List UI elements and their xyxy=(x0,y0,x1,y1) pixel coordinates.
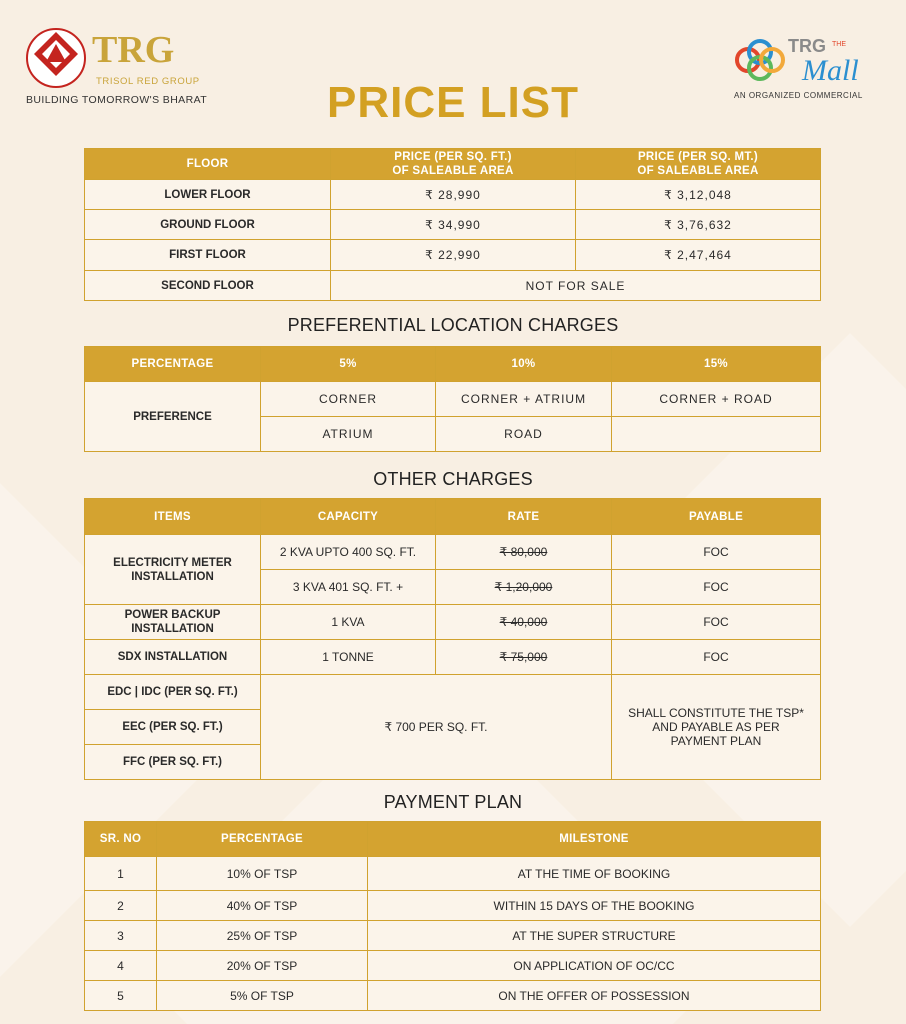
combined-rate: ₹ 700 PER SQ. FT. xyxy=(261,675,612,780)
sr-no: 5 xyxy=(85,981,157,1011)
plc-title: PREFERENTIAL LOCATION CHARGES xyxy=(287,315,619,335)
plc-cell: CORNER + ROAD xyxy=(612,382,821,417)
item-eec: EEC (PER SQ. FT.) xyxy=(85,710,261,745)
svg-text:TRG: TRG xyxy=(788,36,826,56)
header-price-sqmt-line2: OF SALEABLE AREA xyxy=(637,165,759,177)
item-power-backup xyxy=(85,605,261,640)
price-sqmt: ₹ 2,47,464 xyxy=(576,240,821,271)
header-15-percent: 15% xyxy=(612,347,821,382)
item-electricity-line1: ELECTRICITY METER xyxy=(113,556,232,569)
plc-cell xyxy=(612,417,821,452)
header-percentage: PERCENTAGE xyxy=(85,347,261,382)
svg-text:TRG: TRG xyxy=(92,29,175,71)
milestone-cell: AT THE TIME OF BOOKING xyxy=(368,857,821,891)
table-row xyxy=(85,382,821,417)
item-ffc: FFC (PER SQ. FT.) xyxy=(85,745,261,780)
table-row xyxy=(85,981,821,1011)
percentage-cell: 5% OF TSP xyxy=(157,981,368,1011)
header-payable: PAYABLE xyxy=(612,499,821,535)
payment-plan-title: PAYMENT PLAN xyxy=(383,792,523,812)
milestone-cell: ON APPLICATION OF OC/CC xyxy=(368,951,821,981)
milestone-cell: ON THE OFFER OF POSSESSION xyxy=(368,981,821,1011)
percentage-cell: 40% OF TSP xyxy=(157,891,368,921)
combined-payable-line3: PAYMENT PLAN xyxy=(670,734,762,748)
sr-no: 3 xyxy=(85,921,157,951)
price-table xyxy=(84,148,821,301)
capacity-cell: 1 KVA xyxy=(261,605,436,640)
sr-no: 1 xyxy=(85,857,157,891)
capacity-cell: 3 KVA 401 SQ. FT. + xyxy=(261,570,436,605)
header-rate: RATE xyxy=(436,499,612,535)
other-charges-table xyxy=(84,498,821,780)
sr-no: 4 xyxy=(85,951,157,981)
svg-text:THE: THE xyxy=(832,41,846,48)
table-row xyxy=(85,921,821,951)
table-row xyxy=(85,271,821,301)
plc-table xyxy=(84,346,821,452)
preference-label: PREFERENCE xyxy=(85,382,261,452)
capacity-cell: 1 TONNE xyxy=(261,640,436,675)
svg-text:TRISOL RED GROUP: TRISOL RED GROUP xyxy=(96,76,200,87)
table-row xyxy=(85,535,821,570)
not-for-sale-note: NOT FOR SALE xyxy=(331,271,821,301)
item-sdx: SDX INSTALLATION xyxy=(85,640,261,675)
combined-payable xyxy=(612,675,821,780)
header-5-percent: 5% xyxy=(261,347,436,382)
item-power-line1: POWER BACKUP xyxy=(124,609,221,621)
table-row xyxy=(85,210,821,240)
svg-text:Mall: Mall xyxy=(802,54,859,87)
floor-name: GROUND FLOOR xyxy=(85,210,331,240)
item-electricity-line2: INSTALLATION xyxy=(131,570,214,583)
item-electricity xyxy=(85,535,261,605)
header-floor: FLOOR xyxy=(85,149,331,180)
payment-plan-table xyxy=(84,821,821,1011)
payment-plan-header xyxy=(85,822,821,857)
plc-cell: CORNER xyxy=(261,382,436,417)
sr-no: 2 xyxy=(85,891,157,921)
rate-struck: ₹ 75,000 xyxy=(436,640,612,675)
percentage-cell: 25% OF TSP xyxy=(157,921,368,951)
price-sqft: ₹ 22,990 xyxy=(331,240,576,271)
header-price-sqft-line2: OF SALEABLE AREA xyxy=(392,165,514,177)
price-sqft: ₹ 28,990 xyxy=(331,180,576,210)
price-sqmt: ₹ 3,12,048 xyxy=(576,180,821,210)
plc-table-header xyxy=(85,347,821,382)
header-percentage: PERCENTAGE xyxy=(157,822,368,857)
percentage-cell: 10% OF TSP xyxy=(157,857,368,891)
plc-cell: ROAD xyxy=(436,417,612,452)
table-row xyxy=(85,180,821,210)
payable-cell: FOC xyxy=(612,570,821,605)
page-title: PRICE LIST xyxy=(326,78,580,127)
table-row xyxy=(85,951,821,981)
payable-cell: FOC xyxy=(612,640,821,675)
capacity-cell: 2 KVA UPTO 400 SQ. FT. xyxy=(261,535,436,570)
item-edc-idc: EDC | IDC (PER SQ. FT.) xyxy=(85,675,261,710)
header-price-sqft xyxy=(331,149,576,180)
floor-name: LOWER FLOOR xyxy=(85,180,331,210)
price-sqft: ₹ 34,990 xyxy=(331,210,576,240)
svg-text:BUILDING TOMORROW'S BHARAT: BUILDING TOMORROW'S BHARAT xyxy=(26,94,208,106)
header-sr-no: SR. NO xyxy=(85,822,157,857)
table-row xyxy=(85,891,821,921)
milestone-cell: WITHIN 15 DAYS OF THE BOOKING xyxy=(368,891,821,921)
plc-cell: ATRIUM xyxy=(261,417,436,452)
combined-payable-line1: SHALL CONSTITUTE THE TSP* xyxy=(628,706,804,720)
table-row xyxy=(85,675,821,710)
rate-struck: ₹ 40,000 xyxy=(436,605,612,640)
price-table-header xyxy=(85,149,821,180)
header-milestone: MILESTONE xyxy=(368,822,821,857)
rings-icon xyxy=(737,41,783,79)
floor-name: FIRST FLOOR xyxy=(85,240,331,271)
rate-struck: ₹ 1,20,000 xyxy=(436,570,612,605)
plc-cell: CORNER + ATRIUM xyxy=(436,382,612,417)
svg-text:AN ORGANIZED COMMERCIAL: AN ORGANIZED COMMERCIAL xyxy=(734,91,863,100)
header-capacity: CAPACITY xyxy=(261,499,436,535)
header-price-sqmt-line1: PRICE (PER SQ. MT.) xyxy=(637,151,759,163)
table-row xyxy=(85,240,821,271)
table-row xyxy=(85,605,821,640)
other-charges-title: OTHER CHARGES xyxy=(373,469,533,489)
other-charges-header xyxy=(85,499,821,535)
table-row xyxy=(85,640,821,675)
header-items: ITEMS xyxy=(85,499,261,535)
rate-struck: ₹ 80,000 xyxy=(436,535,612,570)
price-sqmt: ₹ 3,76,632 xyxy=(576,210,821,240)
percentage-cell: 20% OF TSP xyxy=(157,951,368,981)
table-row xyxy=(85,857,821,891)
floor-name: SECOND FLOOR xyxy=(85,271,331,301)
item-power-line2: INSTALLATION xyxy=(131,623,214,635)
payable-cell: FOC xyxy=(612,535,821,570)
header-price-sqmt xyxy=(576,149,821,180)
header-10-percent: 10% xyxy=(436,347,612,382)
payable-cell: FOC xyxy=(612,605,821,640)
header-price-sqft-line1: PRICE (PER SQ. FT.) xyxy=(394,151,512,163)
milestone-cell: AT THE SUPER STRUCTURE xyxy=(368,921,821,951)
combined-payable-line2: AND PAYABLE AS PER xyxy=(652,720,780,734)
